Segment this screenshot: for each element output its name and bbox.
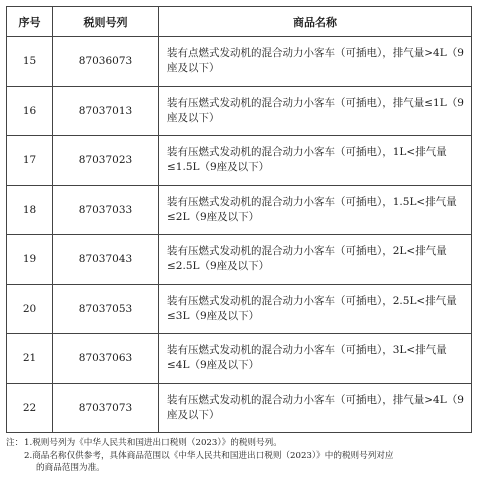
- row-seq: 18: [7, 185, 53, 235]
- row-code: 87037023: [53, 136, 159, 186]
- row-name: 装有压燃式发动机的混合动力小客车（可插电），1.5L<排气量≤2L（9座及以下）: [159, 185, 472, 235]
- table-row: [7, 284, 472, 334]
- table-header-row: [7, 7, 472, 37]
- table-body: [7, 37, 472, 433]
- row-code: 87036073: [53, 37, 159, 87]
- table-row: [7, 185, 472, 235]
- footnote-text: 2.商品名称仅供参考，具体商品范围以《中华人民共和国进出口税则（2023）》中的税则号列对应: [24, 450, 394, 461]
- row-seq: 22: [7, 383, 53, 433]
- header-code: 税则号列: [53, 7, 159, 37]
- footnote-prefix: 注：: [6, 438, 24, 448]
- table-row: [7, 86, 472, 136]
- row-name: 装有压燃式发动机的混合动力小客车（可插电），1L<排气量≤1.5L（9座及以下）: [159, 136, 472, 186]
- table-row: [7, 136, 472, 186]
- table-row: [7, 334, 472, 384]
- row-name: 装有压燃式发动机的混合动力小客车（可插电），排气量>4L（9座及以下）: [159, 383, 472, 433]
- table-row: [7, 37, 472, 87]
- row-seq: 19: [7, 235, 53, 285]
- row-seq: 15: [7, 37, 53, 87]
- table-row: [7, 383, 472, 433]
- row-name: 装有压燃式发动机的混合动力小客车（可插电），2L<排气量≤2.5L（9座及以下）: [159, 235, 472, 285]
- row-name: 装有点燃式发动机的混合动力小客车（可插电），排气量>4L（9座及以下）: [159, 37, 472, 87]
- row-seq: 17: [7, 136, 53, 186]
- row-name: 装有压燃式发动机的混合动力小客车（可插电），排气量≤1L（9座及以下）: [159, 86, 472, 136]
- footnote-text: 1.税则号列为《中华人民共和国进出口税则（2023）》的税则号列。: [24, 438, 282, 448]
- footnotes: [6, 437, 472, 475]
- header-seq: 序号: [7, 7, 53, 37]
- row-seq: 20: [7, 284, 53, 334]
- row-code: 87037033: [53, 185, 159, 235]
- row-name: 装有压燃式发动机的混合动力小客车（可插电），3L<排气量≤4L（9座及以下）: [159, 334, 472, 384]
- row-code: 87037063: [53, 334, 159, 384]
- row-seq: 21: [7, 334, 53, 384]
- row-name: 装有压燃式发动机的混合动力小客车（可插电），2.5L<排气量≤3L（9座及以下）: [159, 284, 472, 334]
- row-code: 87037073: [53, 383, 159, 433]
- row-code: 87037013: [53, 86, 159, 136]
- footnote-1: [6, 437, 472, 450]
- document-page: [6, 6, 472, 475]
- footnote-2: [6, 450, 472, 463]
- header-name: 商品名称: [159, 7, 472, 37]
- tariff-table: [6, 6, 472, 433]
- row-code: 87037053: [53, 284, 159, 334]
- footnote-2-continued: 的商品范围为准。: [36, 463, 105, 473]
- table-row: [7, 235, 472, 285]
- row-seq: 16: [7, 86, 53, 136]
- row-code: 87037043: [53, 235, 159, 285]
